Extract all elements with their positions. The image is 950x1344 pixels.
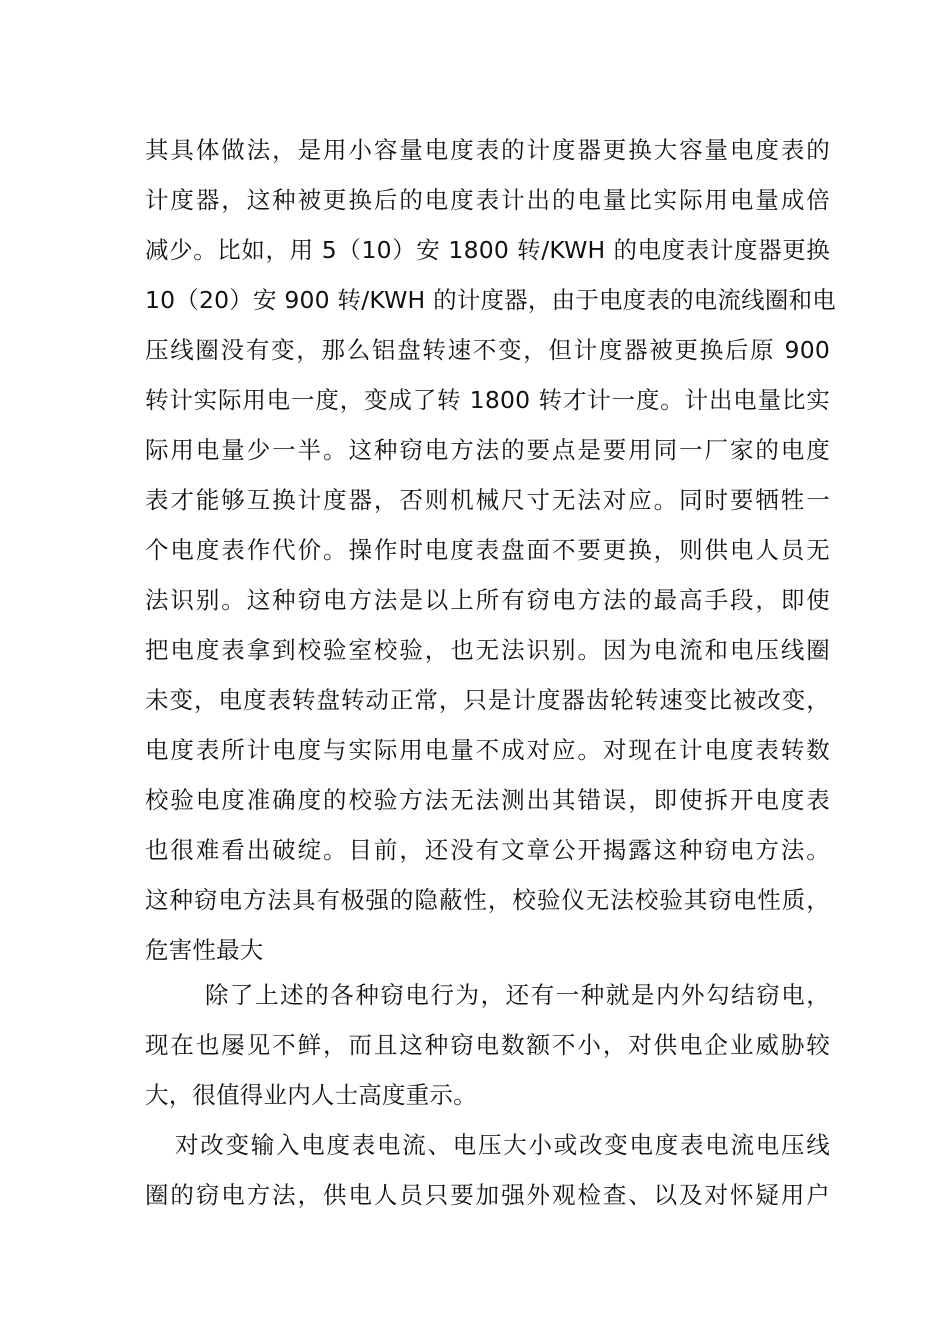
text-line: 减少。比如，用 5（10）安 1800 转/KWH 的电度表计度器更换 bbox=[145, 236, 830, 264]
text-line: 圈的窃电方法，供电人员只要加强外观检查、以及对怀疑用户 bbox=[145, 1181, 830, 1209]
text-line: 转计实际用电一度，变成了转 1800 转才计一度。计出电量比实 bbox=[145, 386, 830, 414]
text-line: 际用电量少一半。这种窃电方法的要点是要用同一厂家的电度 bbox=[145, 436, 830, 464]
text-line: 危害性最大 bbox=[145, 936, 264, 964]
paragraph-meter-swap bbox=[145, 125, 836, 975]
text-line: 对改变输入电度表电流、电压大小或改变电度表电流电压线 bbox=[175, 1131, 830, 1159]
text-line: 个电度表作代价。操作时电度表盘面不要更换，则供电人员无 bbox=[145, 536, 830, 564]
text-line: 未变，电度表转盘转动正常，只是计度器齿轮转速变比被改变， bbox=[145, 686, 830, 714]
text-line: 把电度表拿到校验室校验，也无法识别。因为电流和电压线圈 bbox=[145, 636, 830, 664]
text-line: 除了上述的各种窃电行为，还有一种就是内外勾结窃电， bbox=[205, 981, 830, 1009]
text-line: 压线圈没有变，那么铝盘转速不变，但计度器被更换后原 900 bbox=[145, 336, 830, 364]
text-line: 也很难看出破绽。目前，还没有文章公开揭露这种窃电方法。 bbox=[145, 836, 830, 864]
text-line: 计度器，这种被更换后的电度表计出的电量比实际用电量成倍 bbox=[145, 186, 830, 214]
text-line: 这种窃电方法具有极强的隐蔽性，校验仪无法校验其窃电性质， bbox=[145, 886, 830, 914]
text-line: 校验电度准确度的校验方法无法测出其错误，即使拆开电度表 bbox=[145, 786, 830, 814]
text-line: 其具体做法，是用小容量电度表的计度器更换大容量电度表的 bbox=[145, 136, 830, 164]
text-line: 现在也屡见不鲜，而且这种窃电数额不小，对供电企业威胁较 bbox=[145, 1031, 830, 1059]
text-line: 大，很值得业内人士高度重示。 bbox=[145, 1081, 477, 1109]
text-line: 10（20）安 900 转/KWH 的计度器，由于电度表的电流线圈和电 bbox=[145, 286, 836, 314]
text-line: 电度表所计电度与实际用电量不成对应。对现在计电度表转数 bbox=[145, 736, 830, 764]
text-line: 法识别。这种窃电方法是以上所有窃电方法的最高手段，即使 bbox=[145, 586, 830, 614]
text-line: 表才能够互换计度器，否则机械尺寸无法对应。同时要牺牲一 bbox=[145, 486, 830, 514]
paragraph-collusion bbox=[145, 970, 830, 1120]
paragraph-inspection bbox=[145, 1120, 830, 1220]
